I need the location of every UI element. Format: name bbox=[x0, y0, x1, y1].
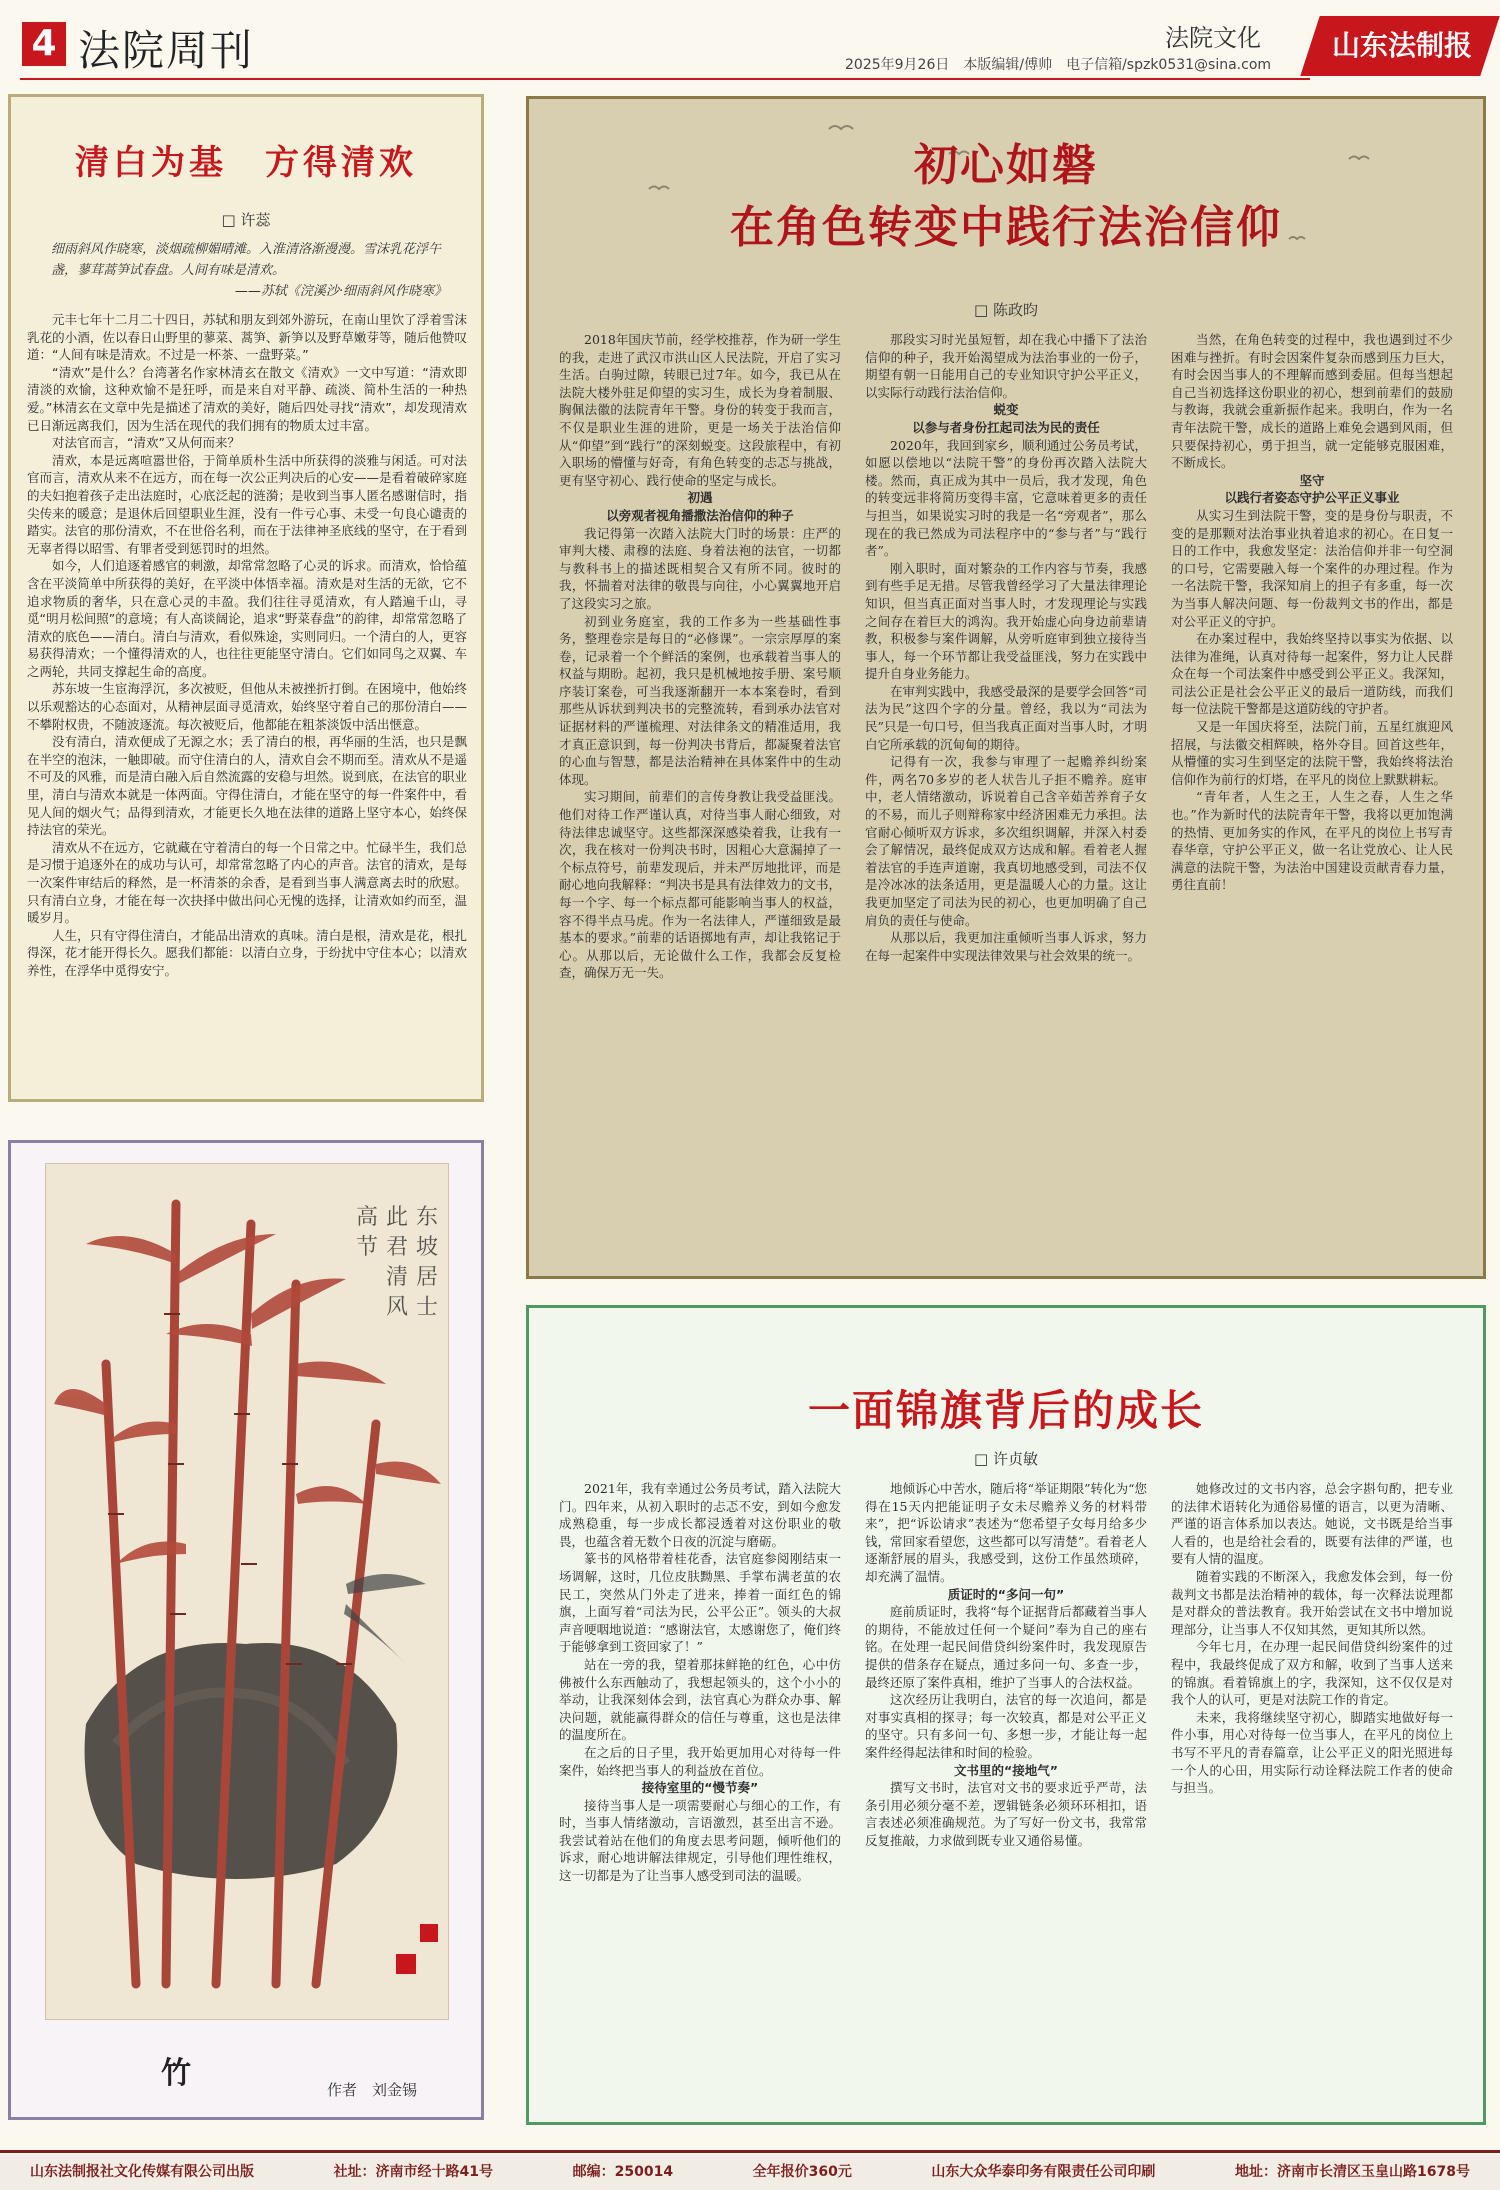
article-column-1 bbox=[559, 331, 841, 982]
epigraph-source: ——苏轼《浣溪沙·细雨斜风作晓寒》 bbox=[234, 284, 447, 299]
paragraph: 地倾诉心中苦水，随后将“举证期限”转化为“您得在15天内把能证明子女未尽赡养义务的材料带来”，把“诉讼请求”表述为“您希望子女每月给多少钱，常回家看望您，这些都可以写清楚”。看着老人逐渐舒展的眉头，我感受到，这份工作虽然琐碎，却充满了温情。 bbox=[865, 1481, 1147, 1584]
publisher: 山东法制报社文化传媒有限公司出版 bbox=[30, 2164, 254, 2180]
paragraph: 刚入职时，面对繁杂的工作内容与节奏，我感到有些手足无措。尽管我曾经学习了大量法律理论知识，但当真正面对当事人时，才发现理论与实践之间存在着巨大的鸿沟。我开始虚心向身边前辈请教，积极参与案件调解，从旁听庭审到独立接待当事人，每一个环节都让我受益匪浅，努力在实践中提升自身业务能力。 bbox=[865, 560, 1147, 682]
paragraph: 清欢，本是远离喧嚣世俗，于简单质朴生活中所获得的淡雅与闲适。可对法官而言，清欢从来不在远方，而在每一次公正判决后的心安——是看着破碎家庭的夫妇抱着孩子走出法庭时，心底泛起的涟漪；是收到当事人匿名感谢信时，指尖传来的暖意；是退休后回望职业生涯，没有一件亏心事、未受一句良心谴责的踏实。法官的那份清欢，不在世俗名利，而在于法律神圣底线的坚守，在于看到无辜者得以昭雪、有罪者受到惩罚时的坦然。 bbox=[27, 452, 467, 556]
subheading: 以践行者姿态守护公平正义事业 bbox=[1224, 490, 1400, 506]
paragraph: 如今，人们追逐着感官的刺激，却常常忽略了心灵的诉求。而清欢，恰恰蕴含在平淡简单中所获得的美好，在平淡中体悟幸福。清欢是对生活的无欲，它不追求物质的奢华，只在意心灵的丰盈。我们往往寻觅清欢，有人踏遍千山，寻觅“明月松间照”的意境；有人高谈阔论，追求“野菜春盘”的韵律，却常常忽略了清欢的底色——清白。清白与清欢，看似殊途，实则同归。一个清白的人，更容易获得清欢；一个懂得清欢的人，也往往更能坚守清白。它们如同鸟之双翼、车之两轮，共同支撑起生命的高度。 bbox=[27, 558, 467, 679]
paragraph: 那段实习时光虽短暂，却在我心中播下了法治信仰的种子，我开始渴望成为法治事业的一份子，期望有朝一日能用自己的专业知识守护公平正义，以实际行动践行法治信仰。 bbox=[865, 332, 1147, 400]
paragraph: 庭前质证时，我将“每个证据背后都藏着当事人的期待，不能放过任何一个疑问”奉为自己的座右铭。在处理一起民间借贷纠纷案件时，我发现原告提供的借条存在疑点，通过多问一句、多查一步，最终还原了案件真相，维护了当事人的合法权益。 bbox=[865, 1604, 1147, 1690]
newspaper-logo: 山东法制报 bbox=[1331, 29, 1472, 62]
paragraph: 从那以后，我更加注重倾听当事人诉求，努力在每一起案件中实现法律效果与社会效果的统一。 bbox=[865, 930, 1147, 963]
paragraph: “清欢”是什么？台湾著名作家林清玄在散文《清欢》一文中写道：“清欢即清淡的欢愉，这种欢愉不是狂呼，而是来自对平静、疏淡、简朴生活的一种热爱。”林清玄在文章中先是描述了清欢的美好，随后四处寻找“清欢”，却发现清欢已日渐远离我们，因为生活在现代的我们拥有的物质太过丰富。 bbox=[27, 364, 467, 433]
paragraph: 随着实践的不断深入，我愈发体会到，每一份裁判文书都是法治精神的载体，每一次释法说理都是对群众的普法教育。我开始尝试在文书中增加说理部分，让当事人不仅知其然，更知其所以然。 bbox=[1171, 1568, 1453, 1637]
inscription-char: 士 bbox=[416, 1295, 439, 1320]
inscription-char: 坡 bbox=[416, 1235, 439, 1260]
section-masthead: 法院周刊 bbox=[78, 26, 255, 75]
paragraph: 对法官而言，“清欢”又从何而来？ bbox=[52, 435, 240, 451]
paragraph: 未来，我将继续坚守初心，脚踏实地做好每一件小事，用心对待每一位当事人，在平凡的岗位上书写不平凡的青春篇章，让公平正义的阳光照进每一个人的心田，用实际行动诠释法院工作者的使命与担当。 bbox=[1171, 1709, 1453, 1796]
paragraph: 在之后的日子里，我开始更加用心对待每一件案件，始终把当事人的利益放在首位。 bbox=[559, 1744, 841, 1778]
postcode: 邮编：250014 bbox=[572, 2164, 674, 2180]
article-column-3 bbox=[1171, 331, 1453, 894]
imprint-line bbox=[30, 2161, 1470, 2181]
subheading: 蜕变 bbox=[993, 402, 1019, 418]
paragraph: 人生，只有守得住清白，才能品出清欢的真味。清白是根，清欢是花，根扎得深，花才能开得长久。愿我们都能：以清白立身，于纷扰中守住本心；以清欢养性，在浮华中觅得安宁。 bbox=[27, 927, 467, 978]
paragraph: 2018年国庆节前，经学校推荐，作为研一学生的我，走进了武汉市洪山区人民法院，开启了实习生活。白驹过隙，转眼已过7年。如今，我已从在法院大楼外驻足仰望的实习生，成长为身着制服、胸佩法徽的法院青年干警。身份的转变于我而言，不仅是职业生涯的进阶，更是一场关于法治信仰从“仰望”到“践行”的深刻蜕变。这段旅程中，有初入职场的懵懂与好奇，有角色转变的忐忑与挑战，更有坚守初心、践行使命的坚定与成长。 bbox=[559, 332, 841, 488]
paragraph: “青年者，人生之王，人生之春，人生之华也。”作为新时代的法院青年干警，我将以更加饱满的热情、更加务实的作风，在平凡的岗位上书写青春华章，守护公平正义，做一名让党放心、让人民满意的法院干警，为法治中国建设贡献青春力量，勇往直前！ bbox=[1171, 789, 1453, 893]
subheading: 接待室里的“慢节奏” bbox=[641, 1780, 759, 1796]
article-title: 清白为基 方得清欢 bbox=[75, 143, 417, 183]
article-chuxin bbox=[526, 96, 1486, 1279]
paragraph: 苏东坡一生宦海浮沉，多次被贬，但他从未被挫折打倒。在困境中，他始终以乐观豁达的心态面对，从精神层面寻觅清欢，始终坚守着自己的那份清白——不攀附权贵，不随波逐流。每次被贬后，他都能在粗茶淡饭中活出惬意。 bbox=[27, 681, 467, 732]
paragraph: 当然，在角色转变的过程中，我也遇到过不少困难与挫折。有时会因案件复杂而感到压力巨大，有时会因当事人的不理解而感到委屈。但每当想起自己当初选择这份职业的初心，想到前辈们的鼓励与教诲，我就会重新振作起来。我明白，作为一名青年法院干警，成长的道路上难免会遇到风雨，但只要保持初心，勇于担当，就一定能够克服困难，不断成长。 bbox=[1171, 332, 1453, 471]
article-title-line-2: 在角色转变中践行法治信仰 bbox=[730, 202, 1282, 253]
painting-title: 竹 bbox=[161, 2056, 191, 2091]
header-rule bbox=[20, 78, 1310, 80]
bamboo-painting-image bbox=[46, 1164, 448, 2019]
painting-panel bbox=[8, 1140, 484, 2120]
inscription-char: 此 bbox=[386, 1205, 409, 1230]
inscription-char: 高 bbox=[356, 1205, 379, 1230]
article-byline: □ 许贞敏 bbox=[974, 1450, 1038, 1468]
office-address: 社址：济南市经十路41号 bbox=[333, 2164, 494, 2180]
article-byline: □ 陈政昀 bbox=[974, 301, 1038, 319]
page-number: 4 bbox=[22, 22, 66, 66]
subheading: 初遇 bbox=[687, 490, 713, 506]
printer-address: 地址：济南市长清区玉皇山路1678号 bbox=[1234, 2164, 1470, 2180]
paragraph: 记得有一次，我参与审理了一起赡养纠纷案件，两名70多岁的老人状告儿子拒不赡养。庭审中，老人情绪激动，诉说着自己含辛茹苦养育子女的不易，而儿子则辩称家中经济困难无力承担。法官耐心倾听双方诉求，多次组织调解，并深入村委会了解情况，最终促成双方达成和解。看着老人握着法官的手连声道谢，我真切地感受到，司法不仅是冷冰冰的法条适用，更是温暖人心的力量。这让我更加坚定了司法为民的初心，也更加明确了自己肩负的责任与使命。 bbox=[865, 754, 1147, 928]
inscription-char: 东 bbox=[416, 1205, 439, 1230]
paragraph: 撰写文书时，法官对文书的要求近乎严苛，法条引用必须分毫不差，逻辑链条必须环环相扣，语言表述必须准确规范。为了写好一份文书，我常常反复推敲，力求做到既专业又通俗易懂。 bbox=[865, 1780, 1147, 1848]
paragraph: 清欢从不在远方，它就藏在守着清白的每一个日常之中。忙碌半生，我们总是习惯于追逐外在的成功与认可，却常常忽略了内心的声音。法官的清欢，是每一次案件审结后的释然，是一杯清茶的余香，是看到当事人满意离去时的欣慰。只有清白立身，才能在每一次抉择中做出问心无愧的选择，让清欢如约而至，温暖岁月。 bbox=[27, 839, 467, 926]
paragraph: 没有清白，清欢便成了无源之水；丢了清白的根，再华丽的生活，也只是飘在半空的泡沫，一触即破。而守住清白的人，清欢自会不期而至。清欢从不是遥不可及的风雅，而是清白融入后自然流露的安稳与坦然。说到底，在法官的职业里，清白与清欢本就是一体两面。守得住清白，才能在坚守的每一件案件中，看见人间的烟火气；品得到清欢，才能更长久地在法律的道路上坚守本心，始终保持法官的荣光。 bbox=[27, 734, 467, 838]
subheading: 坚守 bbox=[1299, 472, 1325, 488]
inscription-char: 风 bbox=[386, 1295, 409, 1320]
article-byline: □ 许蕊 bbox=[221, 211, 271, 229]
subheading: 以旁观者视角播撒法治信仰的种子 bbox=[606, 507, 794, 523]
paragraph: 初到业务庭室，我的工作多为一些基础性事务，整理卷宗是每日的“必修课”。一宗宗厚厚的案卷，记录着一个个鲜活的案例，也承载着当事人的权益与期盼。起初，我只是机械地按手册、案号顺序装订案卷，可当我逐渐翻开一本本案卷时，看到那些从诉状到判决书的完整流转，看到承办法官对证据材料的严谨梳理、对法律条文的精准适用，我才真正意识到，每一份判决书背后，都凝聚着法官的心血与智慧，都是法治精神在具体案件中的生动体现。 bbox=[559, 613, 841, 787]
paragraph: 在办案过程中，我始终坚持以事实为依据、以法律为准绳，认真对待每一起案件，努力让人民群众在每一个司法案件中感受到公平正义。我深知，司法公正是社会公平正义的最后一道防线，而我们每一位法院干警都是这道防线的守护者。 bbox=[1171, 631, 1453, 717]
issue-date-editor: 2025年9月26日 本版编辑/傅帅 电子信箱/spzk0531@sina.com bbox=[845, 57, 1272, 73]
paragraph: 她修改过的文书内容，总会字斟句酌，把专业的法律术语转化为通俗易懂的语言，以更为清晰、严谨的语言体系加以表达。她说，文书既是给当事人看的，也是给社会看的，既要有法律的严谨，也要有人情的温度。 bbox=[1171, 1481, 1453, 1567]
article-qingbai bbox=[8, 94, 484, 1102]
paragraph: 我记得第一次踏入法院大门时的场景：庄严的审判大楼、肃穆的法庭、身着法袍的法官，一切都与教科书上的描述既相契合又有所不同。彼时的我，怀揣着对法律的敬畏与向往，小心翼翼地开启了这段实习之旅。 bbox=[559, 525, 841, 611]
inscription-char: 君 bbox=[386, 1235, 409, 1260]
article-column-2 bbox=[865, 1480, 1147, 1849]
printer: 山东大众华泰印务有限责任公司印刷 bbox=[931, 2164, 1156, 2180]
subheading: 文书里的“接地气” bbox=[954, 1762, 1058, 1778]
article-column-2 bbox=[865, 331, 1147, 964]
paragraph: 这次经历让我明白，法官的每一次追问，都是对事实真相的探寻；每一次较真，都是对公平正义的坚守。只有多问一句、多想一步，才能让每一起案件经得起法律和时间的检验。 bbox=[865, 1692, 1147, 1760]
painting-author: 作者 刘金锡 bbox=[327, 2081, 418, 2099]
paragraph: 今年七月，在办理一起民间借贷纠纷案件的过程中，我最终促成了双方和解，收到了当事人送来的锦旗。看着锦旗上的字，我深知，这不仅仅是对我个人的认可，更是对法院工作的肯定。 bbox=[1171, 1639, 1453, 1708]
paragraph: 在审判实践中，我感受最深的是要学会回答“司法为民”这四个字的分量。曾经，我以为“司法为民”只是一句口号，但当我真正面对当事人时，才明白它所承载的沉甸甸的期待。 bbox=[865, 683, 1147, 752]
paragraph: 2021年，我有幸通过公务员考试，踏入法院大门。四年来，从初入职时的忐忑不安，到如今愈发成熟稳重，每一步成长都浸透着对这份职业的敬畏，也蕴含着无数个日夜的沉淀与磨砺。 bbox=[559, 1481, 841, 1549]
paragraph: 接待当事人是一项需要耐心与细心的工作，有时，当事人情绪激动，言语激烈，甚至出言不逊。我尝试着站在他们的角度去思考问题，倾听他们的诉求，耐心地讲解法律规定，引导他们理性维权，这一切都是为了让当事人感受到司法的温暖。 bbox=[559, 1797, 841, 1884]
subheading: 以参与者身份扛起司法为民的责任 bbox=[912, 419, 1100, 435]
annual-price: 全年报价360元 bbox=[752, 2164, 852, 2180]
paragraph: 2020年，我回到家乡，顺利通过公务员考试，如愿以偿地以“法院干警”的身份再次踏入法院大楼。然而，真正成为其中一员后，我才发现，角色的转变远非将简历变得丰富，它意味着更多的责任与担当，如果说实习时的我是一名“旁观者”，那么现在的我已然成为司法程序中的“参与者”与“践行者”。 bbox=[865, 437, 1147, 559]
paragraph: 站在一旁的我，望着那抹鲜艳的红色，心中仿佛被什么东西触动了，我想起领头的，这个小小的举动，让我深刻体会到，法官真心为群众办事、解决问题，就能赢得群众的信任与尊重，这也是法律的温度所在。 bbox=[559, 1656, 841, 1743]
section-label: 法院文化 bbox=[1165, 24, 1261, 52]
footer-rule bbox=[0, 2150, 1500, 2153]
article-title-line-1: 初心如磐 bbox=[914, 140, 1098, 191]
paragraph: 元丰七年十二月二十四日，苏轼和朋友到郊外游玩，在南山里饮了浮着雪沫乳花的小酒，佐以春日山野里的蓼菜、蒿笋、新笋以及野草嫩芽等，随后他赞叹道：“人间有味是清欢。不过是一杯茶、一盘野菜。” bbox=[27, 312, 467, 363]
article-jinqi bbox=[526, 1305, 1486, 2125]
article-title: 一面锦旗背后的成长 bbox=[807, 1386, 1204, 1435]
article-body bbox=[27, 311, 467, 980]
paragraph: 又是一年国庆将至，法院门前，五星红旗迎风招展，与法徽交相辉映，格外夺目。回首这些年，从懵懂的实习生到坚定的法院干警，我始终将法治信仰作为前行的灯塔，在平凡的岗位上默默耕耘。 bbox=[1171, 719, 1453, 787]
bamboo-painting bbox=[45, 1163, 449, 2020]
subheading: 质证时的“多问一句” bbox=[947, 1586, 1065, 1602]
paragraph: 实习期间，前辈们的言传身教让我受益匪浅。他们对待工作严谨认真，对待当事人耐心细致，对待法律忠诚坚守。这些都深深感染着我，让我有一次，我在核对一份判决书时，因粗心大意漏掉了一个标点符号，前辈发现后，并未严厉地批评，而是耐心地向我解释：“判决书是具有法律效力的文书，每一个字、每一个标点都可能影响当事人的权益，容不得半点马虎。作为一名法律人，严谨细致是最基本的要求。”前辈的话语掷地有声，却让我铭记于心。从那以后，无论做什么工作，我都会反复检查，确保万无一失。 bbox=[559, 789, 841, 981]
article-column-3 bbox=[1171, 1480, 1453, 1797]
article-column-1 bbox=[559, 1480, 841, 1885]
paragraph: 从实习生到法院干警，变的是身份与职责，不变的是那颗对法治事业执着追求的初心。在日复一日的工作中，我愈发坚定：法治信仰并非一句空洞的口号，它需要融入每一个案件的办理过程。作为一名法院干警，我深知肩上的担子有多重，每一次为当事人解决问题、每一份裁判文书的作出，都是对公平正义的守护。 bbox=[1171, 507, 1453, 629]
inscription-char: 节 bbox=[356, 1235, 379, 1260]
paragraph: 篆书的风格带着桂花香，法官庭参阅刚结束一场调解，这时，几位皮肤黝黑、手掌布满老茧的农民工，突然从门外走了进来，捧着一面红色的锦旗，上面写着“司法为民，公平公正”。领头的大叔声音哽咽地说道：“感谢法官，太感谢您了，俺们终于能够拿到工资回家了！” bbox=[559, 1551, 841, 1655]
epigraph-poem: 细雨斜风作晓寒，淡烟疏柳媚晴滩。入淮清洛渐漫漫。雪沫乳花浮午盏，蓼茸蒿笋试春盘。人间有味是清欢。 bbox=[51, 242, 442, 278]
inscription-char: 居 bbox=[416, 1265, 439, 1290]
inscription-char: 清 bbox=[386, 1265, 409, 1290]
